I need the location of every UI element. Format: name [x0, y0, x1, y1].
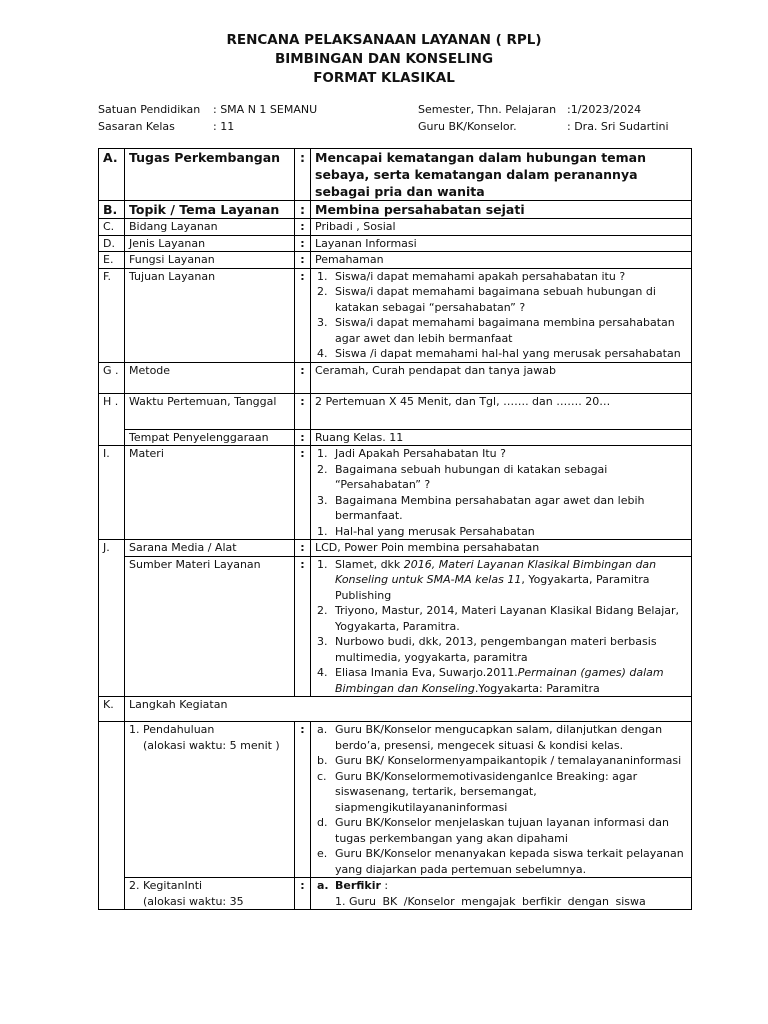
row-i	[99, 446, 692, 540]
item-letter: e.	[317, 847, 328, 860]
row-b	[99, 201, 692, 219]
row-colon: :	[295, 722, 311, 878]
row-value: Mencapai kematangan dalam hubungan teman sebaya, serta kematangan dalam peranannya sebagai pria dan wanita	[311, 149, 692, 201]
item-text: Nurbowo budi, dkk, 2013, pengembangan materi berbasis multimedia, yogyakarta, paramitra	[335, 635, 657, 664]
list-item	[315, 815, 687, 846]
list-item	[315, 315, 687, 346]
item-number: 4.	[317, 347, 328, 360]
semester-value: :1/2023/2024	[567, 103, 642, 116]
item-number: 3.	[317, 493, 328, 507]
sasaran-value: : 11	[213, 120, 235, 133]
row-label: Tempat Penyelenggaraan	[125, 429, 295, 446]
row-value: Pemahaman	[311, 252, 692, 269]
row-label: Topik / Tema Layanan	[125, 201, 295, 219]
row-label: Sarana Media / Alat	[125, 540, 295, 557]
item-text: Guru BK/ Konselormenyampaikantopik / temalayananinformasi	[335, 754, 682, 767]
row-code: E.	[99, 252, 125, 269]
list-item	[315, 603, 687, 634]
row-code: F.	[99, 268, 125, 362]
list-item	[315, 346, 687, 362]
row-code: H .	[99, 393, 125, 446]
guru-value: : Dra. Sri Sudartini	[567, 120, 669, 133]
item-number: 2.	[317, 604, 328, 617]
item-number: 1.	[317, 557, 328, 571]
item-number: 1.	[317, 447, 328, 460]
row-colon: :	[295, 268, 311, 362]
row-colon: :	[295, 362, 311, 393]
row-label: Tugas Perkembangan	[125, 149, 295, 201]
item-number: 3.	[317, 635, 328, 648]
inti-subitem	[315, 894, 687, 910]
inti-title-tail: :	[380, 879, 389, 892]
item-letter: a.	[317, 723, 328, 736]
item-letter: a.	[317, 879, 329, 892]
satuan-value: : SMA N 1 SEMANU	[213, 103, 318, 116]
list-item	[315, 446, 687, 462]
sasaran-label: Sasaran Kelas	[98, 120, 175, 133]
row-value: LCD, Power Poin membina persahabatan	[311, 540, 692, 557]
item-number: 2.	[317, 285, 328, 298]
item-text: Hal-hal yang merusak Persahabatan	[335, 524, 535, 538]
list-item	[315, 665, 687, 696]
row-d	[99, 235, 692, 252]
item-text-italic: Permainan (games) dalam Bimbingan dan Konseling	[335, 666, 664, 695]
row-k-pendahuluan	[99, 722, 692, 878]
row-colon: :	[295, 878, 311, 910]
row-value	[311, 878, 692, 910]
list-item	[315, 634, 687, 665]
semester-label: Semester, Thn. Pelajaran	[418, 103, 557, 116]
row-j	[99, 540, 692, 557]
row-code: B.	[99, 201, 125, 219]
list-item	[315, 769, 687, 816]
item-text: Bagaimana sebuah hubungan di katakan sebagai “Persahabatan” ?	[335, 462, 608, 491]
item-text: Siswa /i dapat memahami hal-hal yang merusak persahabatan	[335, 347, 681, 360]
item-letter: d.	[317, 816, 328, 829]
item-number: 1.	[317, 524, 328, 538]
row-a	[99, 149, 692, 201]
step-title: 1. Pendahuluan	[129, 723, 215, 736]
list-item	[315, 753, 687, 769]
item-number: 3.	[317, 316, 328, 329]
doc-title-line3: FORMAT KLASIKAL	[313, 70, 455, 86]
item-text: Siswa/i dapat memahami bagaimana membina persahabatan agar awet dan lebih bermanfaat	[335, 316, 675, 345]
list-item	[315, 493, 687, 524]
list-item	[315, 269, 687, 285]
item-text: Eliasa Imania Eva, Suwarjo.2011.	[335, 666, 518, 679]
item-text: Siswa/i dapat memahami bagaimana sebuah hubungan di katakan sebagai “persahabatan” ?	[335, 285, 656, 314]
row-label: Bidang Layanan	[125, 219, 295, 236]
row-h-tempat	[99, 429, 692, 446]
item-text-italic: 2016, Materi Layanan Klasikal Bimbingan dan Konseling untuk SMA-MA kelas 11	[335, 557, 657, 586]
list-item	[315, 462, 687, 493]
row-colon: :	[295, 252, 311, 269]
row-colon: :	[295, 235, 311, 252]
row-code-empty	[99, 722, 125, 910]
row-label	[125, 878, 295, 910]
row-label: Jenis Layanan	[125, 235, 295, 252]
row-colon: :	[295, 201, 311, 219]
item-text: .Yogyakarta: Paramitra	[474, 681, 600, 695]
row-code: J.	[99, 540, 125, 697]
item-text: Jadi Apakah Persahabatan Itu ?	[335, 447, 506, 460]
row-code: D.	[99, 235, 125, 252]
list-item	[315, 524, 687, 540]
row-label	[125, 722, 295, 878]
row-code: G .	[99, 362, 125, 393]
row-label: Fungsi Layanan	[125, 252, 295, 269]
row-c	[99, 219, 692, 236]
row-colon: :	[295, 149, 311, 201]
step-allocation: (alokasi waktu: 35	[143, 894, 244, 908]
step-allocation: (alokasi waktu: 5 menit )	[143, 738, 280, 752]
row-label: Metode	[125, 362, 295, 393]
row-j-sumber	[99, 556, 692, 697]
row-value: Ruang Kelas. 11	[311, 429, 692, 446]
row-k-inti	[99, 878, 692, 910]
row-label: Materi	[125, 446, 295, 540]
row-value	[311, 446, 692, 540]
list-item	[315, 846, 687, 877]
doc-title-line2: BIMBINGAN DAN KONSELING	[274, 51, 494, 67]
row-value	[311, 722, 692, 878]
row-label: Langkah Kegiatan	[125, 697, 692, 722]
row-colon: :	[295, 556, 311, 697]
item-text: Guru BK /Konselor mengajak berfikir dengan siswa	[349, 894, 646, 908]
item-text: Bagaimana Membina persahabatan agar awet dan lebih bermanfaat.	[335, 493, 645, 522]
row-code: I.	[99, 446, 125, 540]
row-value: Pribadi , Sosial	[311, 219, 692, 236]
item-text: Siswa/i dapat memahami apakah persahabatan itu ?	[335, 269, 626, 283]
item-number: 4.	[317, 666, 328, 679]
row-colon: :	[295, 393, 311, 429]
row-code: C.	[99, 219, 125, 236]
guru-label: Guru BK/Konselor.	[418, 120, 517, 133]
doc-title-line1: RENCANA PELAKSANAAN LAYANAN ( RPL)	[226, 32, 542, 48]
row-value	[311, 268, 692, 362]
row-value	[311, 556, 692, 697]
row-k	[99, 697, 692, 722]
row-e	[99, 252, 692, 269]
row-colon: :	[295, 219, 311, 236]
row-colon: :	[295, 446, 311, 540]
rpl-table	[98, 148, 692, 910]
item-text: , Yogyakarta, Paramitra Publishing	[335, 573, 650, 602]
list-item	[315, 722, 687, 753]
item-text: Guru BK/KonselormemotivasidenganIce Breaking: agar siswasenang, tertarik, bersemangat, siapmengikutilayananinformasi	[335, 769, 638, 814]
step-title: 2. KegitanInti	[129, 879, 203, 892]
item-text: Triyono, Mastur, 2014, Materi Layanan Klasikal Bidang Belajar, Yogyakarta, Paramitra.	[335, 604, 680, 633]
inti-heading	[315, 878, 687, 894]
item-text: Guru BK/Konselor mengucapkan salam, dilanjutkan dengan berdo’a, presensi, mengecek situasi & kondisi kelas.	[335, 723, 663, 752]
row-g	[99, 362, 692, 393]
row-h	[99, 393, 692, 429]
row-f	[99, 268, 692, 362]
row-code: A.	[99, 149, 125, 201]
inti-title: Berfikir	[335, 879, 381, 892]
item-number: 2.	[317, 462, 328, 476]
row-value: 2 Pertemuan X 45 Menit, dan Tgl, ……. dan ……. 20…	[311, 393, 692, 429]
row-value: Membina persahabatan sejati	[311, 201, 692, 219]
row-label: Sumber Materi Layanan	[125, 556, 295, 697]
row-colon: :	[295, 429, 311, 446]
row-value: Ceramah, Curah pendapat dan tanya jawab	[311, 362, 692, 393]
item-text: Guru BK/Konselor menanyakan kepada siswa terkait pelayanan yang diajarkan pada pertemuan sebelumnya.	[335, 847, 684, 876]
item-letter: c.	[317, 769, 327, 783]
row-colon: :	[295, 540, 311, 557]
satuan-label: Satuan Pendidikan	[98, 103, 201, 116]
row-value: Layanan Informasi	[311, 235, 692, 252]
row-label: Waktu Pertemuan, Tanggal	[125, 393, 295, 429]
item-number: 1.	[317, 269, 328, 283]
item-text: Slamet, dkk	[335, 557, 404, 571]
list-item	[315, 284, 687, 315]
row-label: Tujuan Layanan	[125, 268, 295, 362]
item-number: 1.	[335, 894, 346, 908]
item-text: Guru BK/Konselor menjelaskan tujuan layanan informasi dan tugas perkembangan yang akan dipahami	[335, 816, 669, 845]
item-letter: b.	[317, 754, 328, 767]
list-item	[315, 557, 687, 604]
row-code: K.	[99, 697, 125, 722]
